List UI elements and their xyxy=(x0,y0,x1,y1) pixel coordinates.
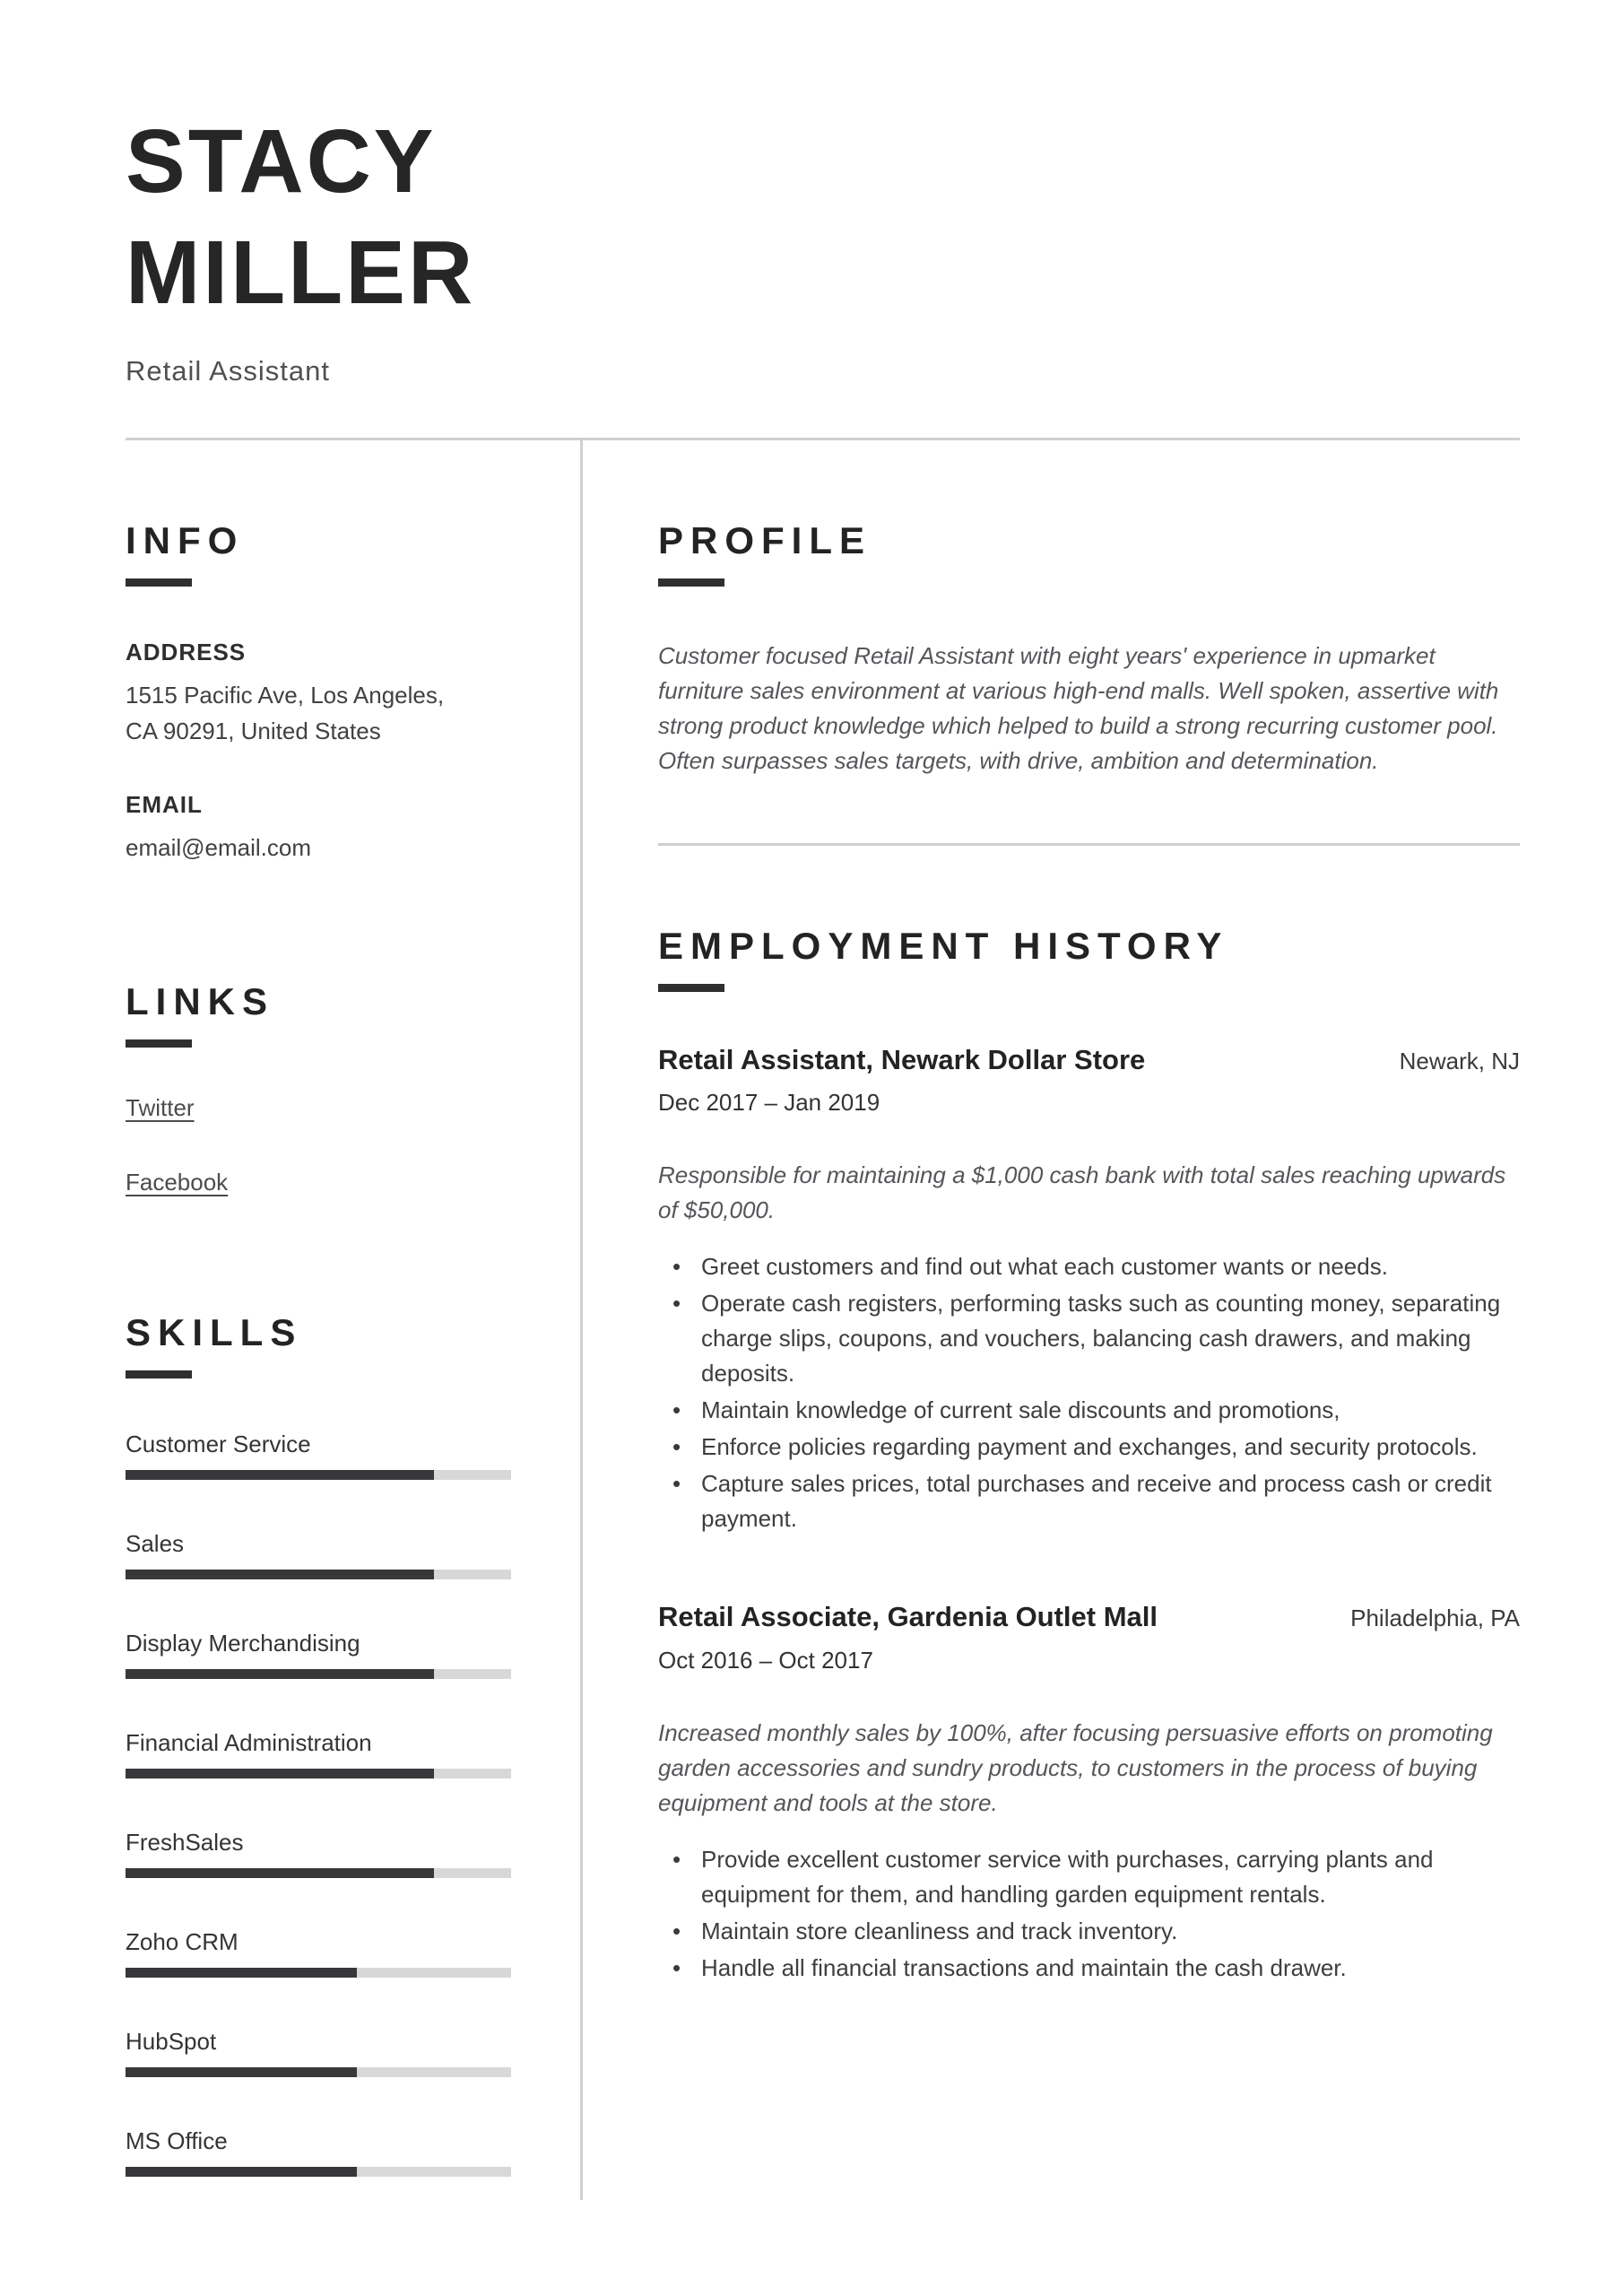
job-entry xyxy=(658,1042,1520,1536)
jobs-list xyxy=(658,1042,1520,1986)
skill-bar-track xyxy=(126,1769,511,1779)
sidebar xyxy=(126,440,511,2227)
bullet-item: • Maintain knowledge of current sale discounts and promotions, xyxy=(658,1393,1520,1428)
skill-name: Display Merchandising xyxy=(126,1629,360,1657)
skills-heading: SKILLS xyxy=(126,1310,303,1353)
skill-item xyxy=(126,1431,511,1480)
bullet-item: • Capture sales prices, total purchases and receive and process cash or credit payment. xyxy=(658,1466,1520,1536)
skill-bar-track xyxy=(126,1570,511,1579)
skill-name: Sales xyxy=(126,1529,185,1557)
skill-bar-track xyxy=(126,2067,511,2077)
skill-item xyxy=(126,2127,511,2177)
job-bullets xyxy=(658,1842,1520,1986)
skill-name: Zoho CRM xyxy=(126,1927,239,1955)
profile-section xyxy=(658,519,1520,846)
profile-text: Customer focused Retail Assistant with eight years' experience in upmarket furniture sales environment at various high-end malls. Well spoken, assertive with strong product knowledge which helped to build a strong recurring customer pool. Often surpasses sales targets, with drive, ambition and determination. xyxy=(658,642,1499,774)
address-line-2: CA 90291, United States xyxy=(126,718,381,745)
job-location: Newark, NJ xyxy=(1399,1048,1520,1074)
skill-bar-track xyxy=(126,1968,511,1978)
skills-section xyxy=(126,1311,511,2177)
skill-item xyxy=(126,1829,511,1878)
skill-bar-fill xyxy=(126,1769,434,1779)
email-value: email@email.com xyxy=(126,833,311,861)
skill-name: HubSpot xyxy=(126,2027,217,2055)
job-location: Philadelphia, PA xyxy=(1350,1605,1520,1632)
bullet-item: • Greet customers and find out what each customer wants or needs. xyxy=(658,1249,1520,1284)
name-line-1: STACY xyxy=(126,111,437,212)
skill-bar-fill xyxy=(126,1968,357,1978)
link-twitter[interactable]: Twitter xyxy=(126,1093,195,1121)
job-title-row xyxy=(658,1599,1520,1635)
links-list xyxy=(126,1048,511,1196)
skill-bar-fill xyxy=(126,2067,357,2077)
candidate-name xyxy=(126,106,1520,328)
job-dates: Dec 2017 – Jan 2019 xyxy=(658,1089,880,1117)
link-facebook[interactable]: Facebook xyxy=(126,1168,229,1196)
job-title: Retail Associate, Gardenia Outlet Mall xyxy=(658,1601,1158,1633)
header xyxy=(126,106,1520,440)
skill-bar-fill xyxy=(126,1570,434,1579)
profile-heading: PROFILE xyxy=(658,519,872,561)
skill-bar-fill xyxy=(126,1470,434,1480)
job-entry xyxy=(658,1599,1520,1985)
links-heading-bar xyxy=(126,1039,192,1048)
job-summary: Responsible for maintaining a $1,000 cash bank with total sales reaching upwards of $50,000. xyxy=(658,1161,1506,1224)
employment-heading-bar xyxy=(658,984,724,992)
bullet-item: • Handle all financial transactions and maintain the cash drawer. xyxy=(658,1951,1520,1986)
skill-bar-track xyxy=(126,1669,511,1679)
skill-bar-fill xyxy=(126,1868,434,1878)
address-value xyxy=(126,677,511,750)
skill-item xyxy=(126,1630,511,1679)
bullet-item: • Maintain store cleanliness and track inventory. xyxy=(658,1914,1520,1949)
info-heading: INFO xyxy=(126,519,245,561)
bullet-item: • Enforce policies regarding payment and exchanges, and security protocols. xyxy=(658,1430,1520,1465)
skill-name: MS Office xyxy=(126,2126,228,2154)
skill-item xyxy=(126,1729,511,1779)
links-section xyxy=(126,980,511,1196)
job-title-subtitle: Retail Assistant xyxy=(126,355,330,387)
job-summary: Increased monthly sales by 100%, after focusing persuasive efforts on promoting garden accessories and sundry products, to customers in the process of buying equipment and tools at the store. xyxy=(658,1718,1493,1816)
employment-section xyxy=(658,925,1520,1986)
links-heading: LINKS xyxy=(126,979,274,1022)
job-dates: Oct 2016 – Oct 2017 xyxy=(658,1646,873,1674)
skill-item xyxy=(126,1928,511,1978)
address-label: ADDRESS xyxy=(126,639,247,665)
section-divider xyxy=(658,843,1520,846)
main-content xyxy=(583,440,1520,2227)
skill-bar-track xyxy=(126,1470,511,1480)
skill-bar-track xyxy=(126,2167,511,2177)
profile-heading-bar xyxy=(658,578,724,587)
skill-name: Customer Service xyxy=(126,1430,311,1457)
content-columns xyxy=(126,440,1520,2227)
address-line-1: 1515 Pacific Ave, Los Angeles, xyxy=(126,682,445,709)
skills-list xyxy=(126,1431,511,2177)
info-section xyxy=(126,519,511,865)
job-bullets xyxy=(658,1249,1520,1536)
skill-bar-fill xyxy=(126,2167,357,2177)
skill-name: Financial Administration xyxy=(126,1728,372,1756)
skill-bar-track xyxy=(126,1868,511,1878)
employment-heading: EMPLOYMENT HISTORY xyxy=(658,925,1229,967)
bullet-item: • Operate cash registers, performing tasks such as counting money, separating charge slips, coupons, and vouchers, balancing cash drawers, and making deposits. xyxy=(658,1286,1520,1391)
skill-name: FreshSales xyxy=(126,1828,244,1856)
bullet-item: • Provide excellent customer service with purchases, carrying plants and equipment for them, and handling garden equipment rentals. xyxy=(658,1842,1520,1912)
name-line-2: MILLER xyxy=(126,222,476,323)
skill-bar-fill xyxy=(126,1669,434,1679)
job-title: Retail Assistant, Newark Dollar Store xyxy=(658,1044,1146,1075)
skill-item xyxy=(126,1530,511,1579)
job-title-row xyxy=(658,1042,1520,1078)
info-heading-bar xyxy=(126,578,192,587)
skill-item xyxy=(126,2028,511,2077)
skills-heading-bar xyxy=(126,1370,192,1378)
email-label: EMAIL xyxy=(126,790,203,818)
